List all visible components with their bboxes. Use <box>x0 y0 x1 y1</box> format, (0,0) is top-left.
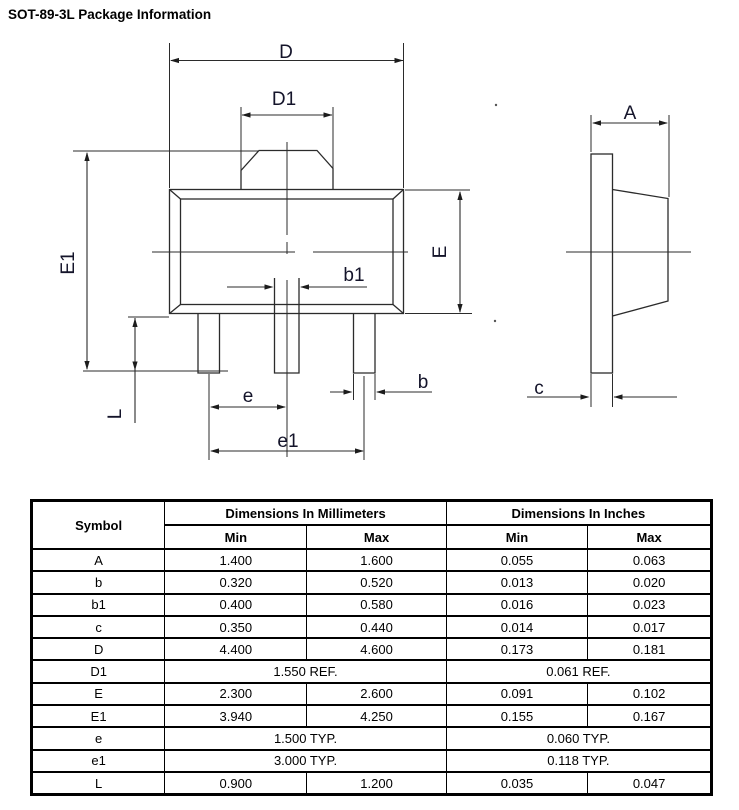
in-min-cell: 0.091 <box>446 683 587 705</box>
table-row <box>32 772 712 795</box>
leadframe-strip <box>591 154 613 373</box>
mm-min-cell: 0.320 <box>165 571 307 593</box>
in-min-cell: 0.016 <box>446 594 587 616</box>
mm-max-cell: 4.250 <box>307 705 446 727</box>
table-row <box>32 727 712 749</box>
in-span-cell: 0.061 REF. <box>446 660 711 682</box>
dim-label-L: L <box>105 408 126 420</box>
col-header-mm-max: Max <box>307 525 446 549</box>
lead-right <box>354 314 376 374</box>
table-row <box>32 594 712 616</box>
table-row <box>32 616 712 638</box>
in-min-cell: 0.014 <box>446 616 587 638</box>
table-row <box>32 750 712 772</box>
lead-left <box>198 314 220 374</box>
dim-label-b1: b1 <box>343 265 365 286</box>
symbol-cell: b1 <box>32 594 165 616</box>
in-max-cell: 0.020 <box>588 571 712 593</box>
col-header-mm-min: Min <box>165 525 307 549</box>
mm-min-cell: 0.900 <box>165 772 307 795</box>
page-title: SOT-89-3L Package Information <box>8 7 212 22</box>
symbol-cell: L <box>32 772 165 795</box>
col-header-inch-max: Max <box>588 525 712 549</box>
symbol-cell: D <box>32 638 165 660</box>
in-max-cell: 0.047 <box>588 772 712 795</box>
table-row <box>32 660 712 682</box>
symbol-cell: c <box>32 616 165 638</box>
dim-label-E1: E1 <box>58 251 79 275</box>
mm-min-cell: 3.940 <box>165 705 307 727</box>
symbol-cell: D1 <box>32 660 165 682</box>
dim-label-E: E <box>430 245 451 259</box>
in-max-cell: 0.023 <box>588 594 712 616</box>
dim-label-D: D <box>279 42 293 63</box>
dim-label-e: e <box>242 386 254 407</box>
dim-label-D1: D1 <box>271 89 297 110</box>
symbol-cell: e <box>32 727 165 749</box>
col-header-inch-group: Dimensions In Inches <box>446 501 711 526</box>
symbol-cell: E <box>32 683 165 705</box>
mm-min-cell: 2.300 <box>165 683 307 705</box>
in-min-cell: 0.035 <box>446 772 587 795</box>
dim-label-b: b <box>417 372 429 393</box>
mm-max-cell: 0.520 <box>307 571 446 593</box>
dim-label-e1: e1 <box>277 431 299 452</box>
mm-max-cell: 0.580 <box>307 594 446 616</box>
dim-label-A: A <box>623 103 637 124</box>
table-row <box>32 571 712 593</box>
symbol-cell: b <box>32 571 165 593</box>
col-header-inch-min: Min <box>446 525 587 549</box>
in-span-cell: 0.060 TYP. <box>446 727 711 749</box>
mm-max-cell: 0.440 <box>307 616 446 638</box>
table-row <box>32 638 712 660</box>
side-body-profile <box>613 190 669 317</box>
in-max-cell: 0.063 <box>588 549 712 571</box>
symbol-cell: A <box>32 549 165 571</box>
mm-span-cell: 1.500 TYP. <box>165 727 447 749</box>
mm-span-cell: 3.000 TYP. <box>165 750 447 772</box>
in-max-cell: 0.017 <box>588 616 712 638</box>
mm-max-cell: 4.600 <box>307 638 446 660</box>
corner-mitre <box>170 190 181 200</box>
symbol-cell: E1 <box>32 705 165 727</box>
mm-min-cell: 0.400 <box>165 594 307 616</box>
in-min-cell: 0.155 <box>446 705 587 727</box>
page-speck <box>494 320 496 322</box>
corner-mitre <box>170 305 181 314</box>
mm-span-cell: 1.550 REF. <box>165 660 447 682</box>
col-header-symbol: Symbol <box>32 501 165 550</box>
in-max-cell: 0.102 <box>588 683 712 705</box>
table-row <box>32 705 712 727</box>
mm-max-cell: 1.600 <box>307 549 446 571</box>
dimension-table <box>30 499 713 796</box>
corner-mitre <box>393 190 404 200</box>
col-header-mm-group: Dimensions In Millimeters <box>165 501 447 526</box>
in-min-cell: 0.055 <box>446 549 587 571</box>
table-row <box>32 549 712 571</box>
page-speck <box>495 104 497 106</box>
mm-max-cell: 2.600 <box>307 683 446 705</box>
dim-label-c: c <box>534 378 544 399</box>
table-header-row <box>32 501 712 526</box>
in-span-cell: 0.118 TYP. <box>446 750 711 772</box>
mm-min-cell: 0.350 <box>165 616 307 638</box>
in-min-cell: 0.173 <box>446 638 587 660</box>
table-row <box>32 683 712 705</box>
top-view <box>58 42 472 460</box>
in-max-cell: 0.181 <box>588 638 712 660</box>
symbol-cell: e1 <box>32 750 165 772</box>
mm-min-cell: 4.400 <box>165 638 307 660</box>
in-max-cell: 0.167 <box>588 705 712 727</box>
mm-min-cell: 1.400 <box>165 549 307 571</box>
in-min-cell: 0.013 <box>446 571 587 593</box>
mm-max-cell: 1.200 <box>307 772 446 795</box>
corner-mitre <box>393 305 404 314</box>
side-view <box>494 103 691 407</box>
